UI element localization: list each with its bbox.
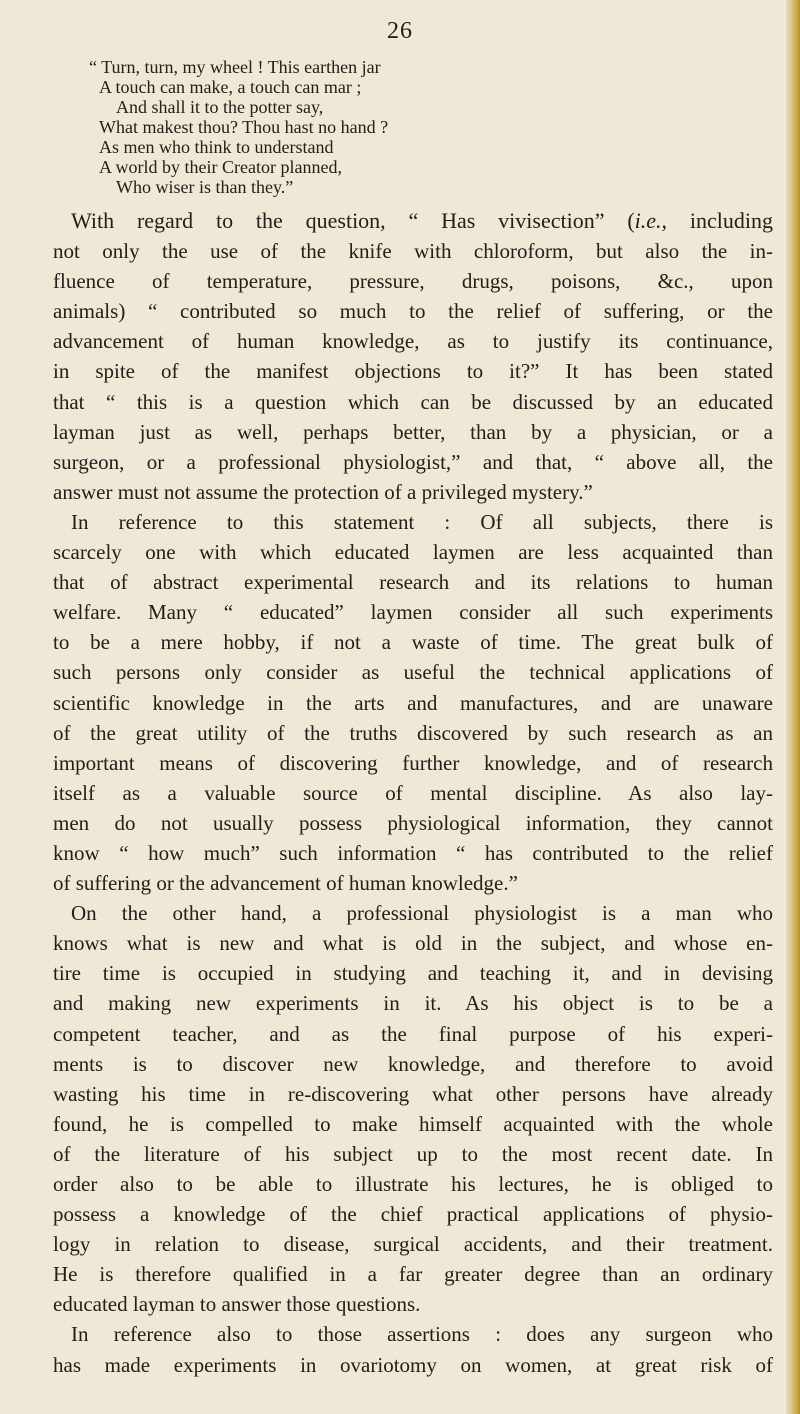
text-line: order also to be able to illustrate his lectures, he is obliged to [53,1172,773,1196]
verse-line: Who wiser is than they.” [116,177,294,197]
text-line: In reference to this statement : Of all subjects, there is [71,509,773,534]
italic-abbreviation: i.e. [634,208,662,233]
text-line: competent teacher, and as the final purpose of his experi- [53,1021,773,1046]
text-line: that “ this is a question which can be discussed by an educated [53,389,773,414]
text-line: knows what is new and what is old in the subject, and whose en- [53,931,773,956]
text-line: tire time is occupied in studying and teaching it, and in devising [53,961,773,986]
verse-line: A touch can make, a touch can mar ; [99,77,362,97]
text-line: answer must not assume the protection of a privileged mystery.” [53,479,593,504]
text-line: itself as a valuable source of mental discipline. As also lay- [53,780,773,805]
text-line: important means of discovering further knowledge, and of research [53,750,773,775]
text-line: in spite of the manifest objections to it?” It has been stated [53,359,773,384]
text-line: of the literature of his subject up to the most recent date. In [53,1141,773,1166]
text-line: logy in relation to disease, surgical accidents, and their treatment. [53,1232,773,1257]
page-number: 26 [387,18,413,44]
text-line: ments is to discover new knowledge, and therefore to avoid [53,1051,773,1076]
text-line: advancement of human knowledge, as to justify its continuance, [53,329,773,354]
text-line: to be a mere hobby, if not a waste of time. The great bulk of [53,630,773,655]
text-line: has made experiments in ovariotomy on women, at great risk of [53,1352,773,1377]
text-line: scientific knowledge in the arts and manufactures, and are unaware [53,690,773,715]
verse-line: A world by their Creator planned, [99,157,342,177]
text-line: He is therefore qualified in a far greater degree than an ordinary [53,1262,773,1287]
text-line: With regard to the question, “ Has vivisection” (i.e., including [71,208,773,233]
body-text [53,206,773,1380]
text-line: On the other hand, a professional physiologist is a man who [71,901,773,926]
text-line: of suffering or the advancement of human knowledge.” [53,871,518,896]
verse-line: What makest thou? Thou hast no hand ? [99,117,389,137]
verse-line: “ Turn, turn, my wheel ! This earthen jar [89,57,381,77]
text-line: know “ how much” such information “ has contributed to the relief [53,840,773,865]
text-line: not only the use of the knife with chloroform, but also the in- [53,239,773,264]
text-line: found, he is compelled to make himself acquainted with the whole [53,1111,773,1136]
gilt-page-edge [786,0,800,1414]
text-line: In reference also to those assertions : does any surgeon who [71,1322,773,1347]
text-line: scarcely one with which educated laymen are less acquainted than [53,540,773,565]
text-line: surgeon, or a professional physiologist,” and that, “ above all, the [53,449,773,474]
text-line: men do not usually possess physiological information, they cannot [53,810,773,835]
text-line: animals) “ contributed so much to the relief of suffering, or the [53,299,773,324]
text-line: possess a knowledge of the chief practical applications of physio- [53,1202,773,1227]
text-line: and making new experiments in it. As his object is to be a [53,991,773,1016]
text-line: such persons only consider as useful the technical applications of [53,660,773,685]
text-line: of the great utility of the truths discovered by such research as an [53,720,773,745]
verse-line: As men who think to understand [99,137,334,157]
verse-line: And shall it to the potter say, [116,97,324,117]
text-line: welfare. Many “ educated” laymen consider all such experiments [53,600,773,625]
text-line: wasting his time in re-discovering what other persons have already [53,1081,773,1106]
text-line: layman just as well, perhaps better, than by a physician, or a [53,419,773,444]
text-line: fluence of temperature, pressure, drugs, poisons, &c., upon [53,269,773,294]
text-line: educated layman to answer those questions. [53,1292,421,1317]
verse-quotation [81,57,601,197]
text-line: that of abstract experimental research and its relations to human [53,570,773,595]
